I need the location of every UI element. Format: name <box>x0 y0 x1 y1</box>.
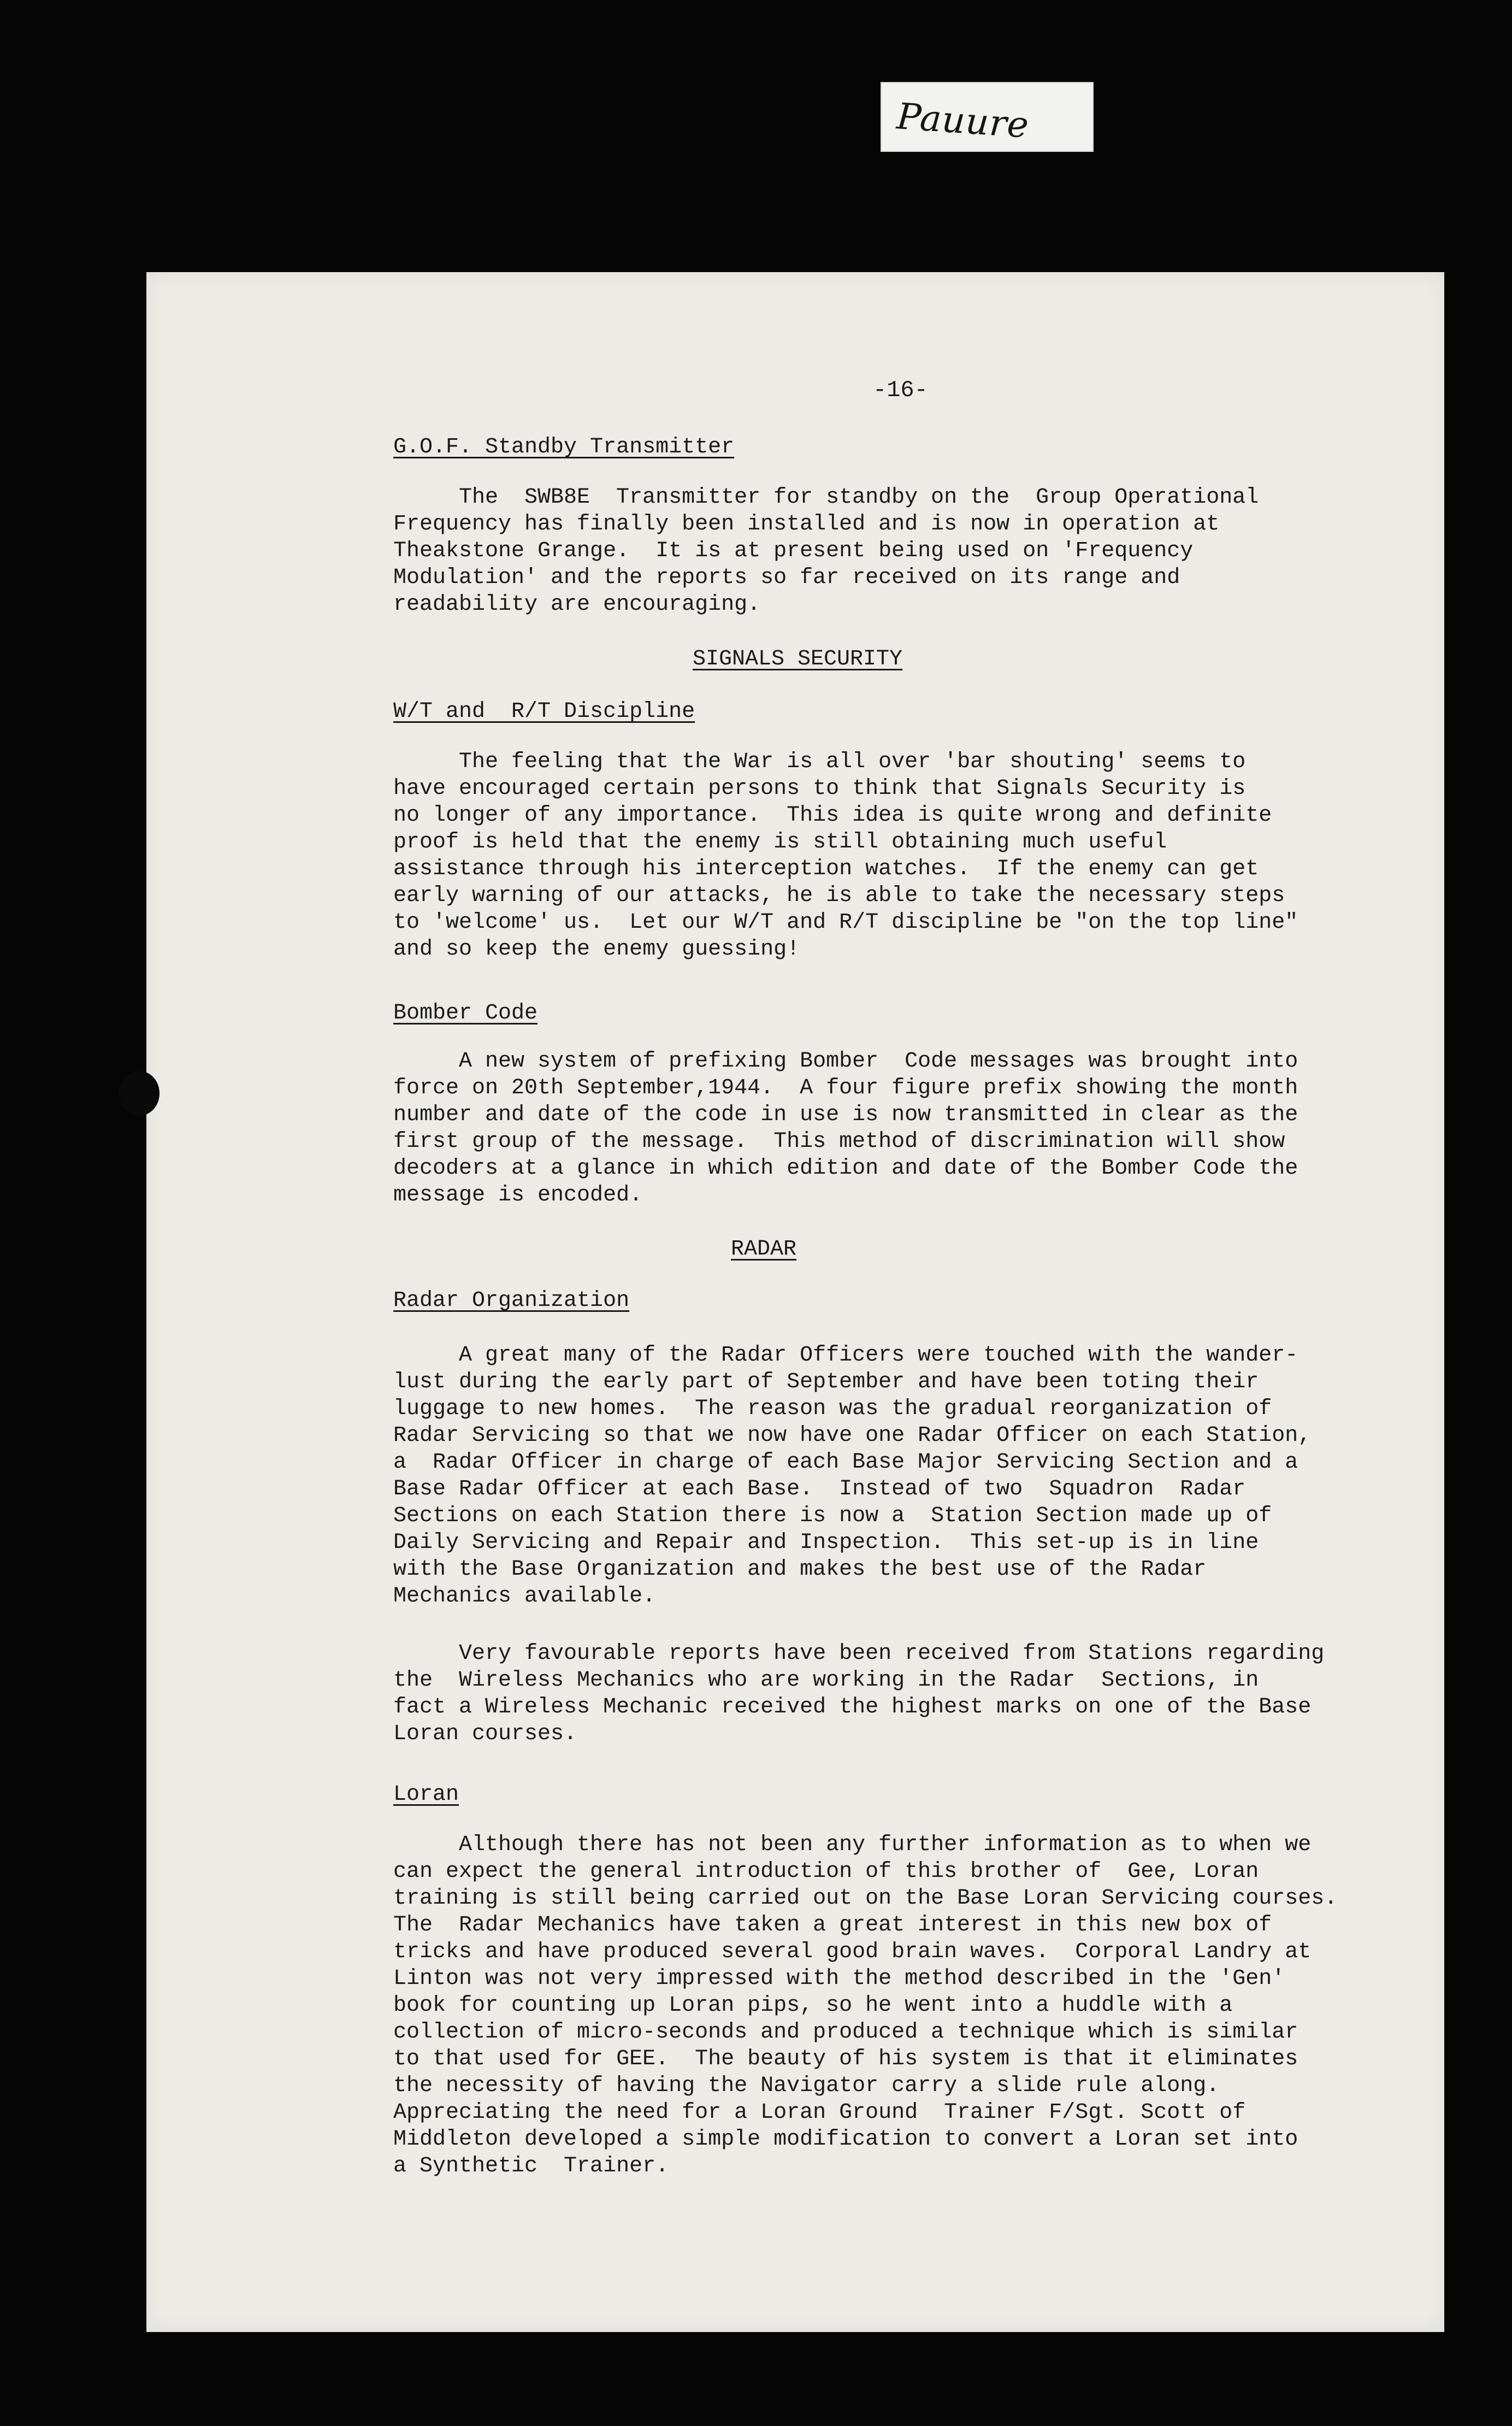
paragraph-line: luggage to new homes. The reason was the gradual reorganization of <box>393 1397 1272 1421</box>
paragraph-line: a Synthetic Trainer. <box>393 2154 669 2178</box>
paragraph-line: can expect the general introduction of this brother of Gee, Loran <box>393 1859 1259 1884</box>
paragraph-line: Theakstone Grange. It is at present being used on 'Frequency <box>393 539 1194 563</box>
paragraph-line: to that used for GEE. The beauty of his system is that it eliminates <box>393 2047 1298 2071</box>
section-heading-signals-security: SIGNALS SECURITY <box>693 647 903 672</box>
paragraph-line: book for counting up Loran pips, so he went into a huddle with a <box>393 1993 1233 2018</box>
paragraph-line: Appreciating the need for a Loran Ground Trainer F/Sgt. Scott of <box>393 2100 1246 2125</box>
punch-hole <box>119 1071 160 1116</box>
paragraph-line: number and date of the code in use is now transmitted in clear as the <box>393 1103 1298 1127</box>
paragraph-line: A great many of the Radar Officers were touched with the wander- <box>459 1343 1298 1368</box>
paragraph-line: The Radar Mechanics have taken a great interest in this new box of <box>393 1913 1272 1938</box>
paragraph-line: Mechanics available. <box>393 1584 656 1609</box>
paragraph-line: force on 20th September,1944. A four figure prefix showing the month <box>393 1076 1298 1100</box>
paragraph-line: to 'welcome' us. Let our W/T and R/T discipline be "on the top line" <box>393 910 1298 935</box>
paragraph-line: early warning of our attacks, he is able to take the necessary steps <box>393 884 1285 908</box>
paragraph-line: assistance through his interception watches. If the enemy can get <box>393 857 1259 881</box>
paragraph-loran <box>393 1832 1431 2180</box>
paragraph-line: The SWB8E Transmitter for standby on the Group Operational <box>459 485 1259 510</box>
paragraph-line: Daily Servicing and Repair and Inspection. This set-up is in line <box>393 1530 1259 1555</box>
paragraph-line: readability are encouraging. <box>393 592 761 617</box>
paragraph-bomber-code <box>393 1048 1431 1209</box>
paragraph-line: Middleton developed a simple modification to convert a Loran set into <box>393 2127 1298 2152</box>
paragraph-line: Linton was not very impressed with the method described in the 'Gen' <box>393 1966 1285 1991</box>
paragraph-line: training is still being carried out on the Base Loran Servicing courses. <box>393 1886 1338 1911</box>
subheading-wt-rt-discipline: W/T and R/T Discipline <box>393 699 695 724</box>
paragraph-wireless-mechanics <box>393 1640 1431 1747</box>
paragraph-line: no longer of any importance. This idea is quite wrong and definite <box>393 803 1272 828</box>
handwritten-label: Pauure <box>895 95 1031 146</box>
paragraph-line: decoders at a glance in which edition and date of the Bomber Code the <box>393 1156 1298 1181</box>
paragraph-line: and so keep the enemy guessing! <box>393 937 800 962</box>
subheading-radar-organization: Radar Organization <box>393 1288 630 1313</box>
paragraph-line: Radar Servicing so that we now have one Radar Officer on each Station, <box>393 1423 1312 1448</box>
paragraph-line: fact a Wireless Mechanic received the highest marks on one of the Base <box>393 1695 1312 1720</box>
document-page <box>146 272 1444 2332</box>
paragraph-wt-rt-discipline <box>393 749 1431 963</box>
paragraph-line: tricks and have produced several good brain waves. Corporal Landry at <box>393 1940 1312 1964</box>
subheading-gof-standby-transmitter: G.O.F. Standby Transmitter <box>393 435 735 460</box>
paragraph-line: proof is held that the enemy is still obtaining much useful <box>393 830 1167 855</box>
paragraph-line: Frequency has finally been installed and is now in operation at <box>393 512 1220 537</box>
page-number: -16- <box>873 377 928 403</box>
paragraph-line: with the Base Organization and makes the best use of the Radar <box>393 1557 1207 1582</box>
paragraph-line: A new system of prefixing Bomber Code messages was brought into <box>459 1049 1298 1074</box>
subheading-bomber-code: Bomber Code <box>393 1001 538 1026</box>
subheading-loran: Loran <box>393 1782 459 1807</box>
paragraph-line: message is encoded. <box>393 1183 643 1208</box>
paragraph-line: Modulation' and the reports so far received on its range and <box>393 566 1180 590</box>
paragraph-line: have encouraged certain persons to think that Signals Security is <box>393 776 1246 801</box>
paragraph-line: a Radar Officer in charge of each Base Major Servicing Section and a <box>393 1450 1298 1475</box>
paragraph-line: Sections on each Station there is now a Station Section made up of <box>393 1504 1272 1528</box>
paragraph-line: Although there has not been any further information as to when we <box>459 1833 1312 1857</box>
paragraph-line: the necessity of having the Navigator carry a slide rule along. <box>393 2074 1220 2098</box>
handwritten-label-card <box>881 82 1094 152</box>
paragraph-gof-standby <box>393 484 1431 618</box>
paragraph-line: first group of the message. This method of discrimination will show <box>393 1129 1285 1154</box>
paragraph-line: Loran courses. <box>393 1722 577 1746</box>
paragraph-line: The feeling that the War is all over 'bar shouting' seems to <box>459 750 1246 774</box>
paragraph-line: Base Radar Officer at each Base. Instead of two Squadron Radar <box>393 1477 1246 1501</box>
paragraph-line: collection of micro-seconds and produced a technique which is similar <box>393 2020 1298 2045</box>
section-heading-radar: RADAR <box>731 1237 797 1262</box>
paragraph-line: lust during the early part of September and have been toting their <box>393 1370 1259 1394</box>
paragraph-line: Very favourable reports have been received from Stations regarding <box>459 1641 1325 1666</box>
paragraph-radar-organization <box>393 1342 1431 1610</box>
paragraph-line: the Wireless Mechanics who are working in the Radar Sections, in <box>393 1668 1259 1693</box>
